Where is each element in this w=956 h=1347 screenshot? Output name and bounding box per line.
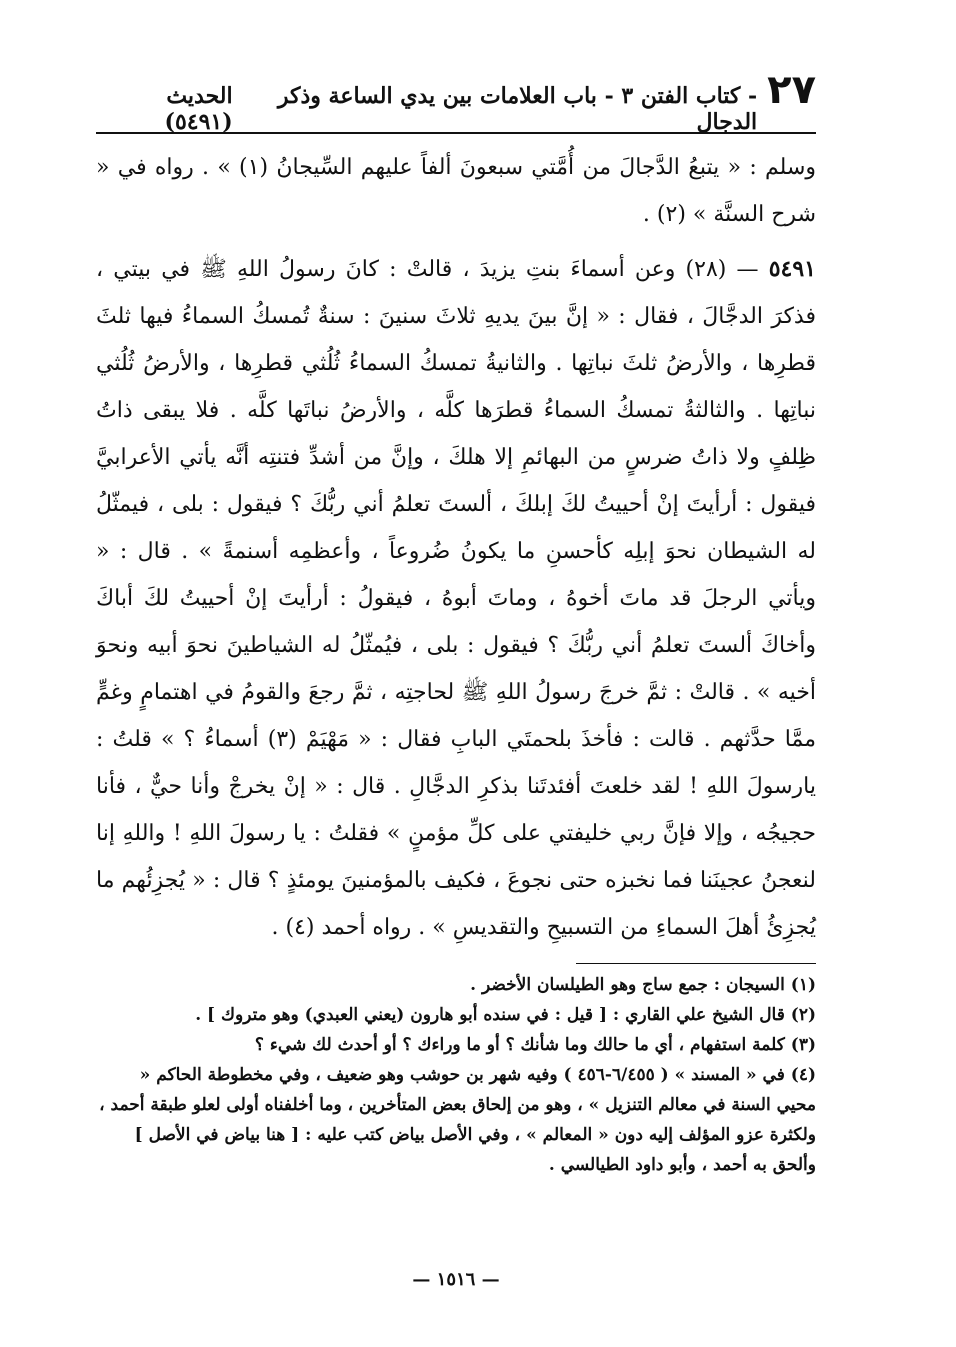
running-header — [96, 67, 816, 135]
book-page — [96, 67, 817, 1290]
hadith-paragraph — [96, 246, 816, 951]
page-number: ٢٧ — [767, 67, 816, 113]
footnote-4: (٤) في « المسند » ( ٦/٤٥٥-٤٥٦ ) وفيه شهر بن حوشب وهو ضعيف ، وفي مخطوطة الحاكم « محيي السنة في معالم التنزيل » ، وهو من إلحاق بعض المتأخرين ، وما أخلفناه أولى لعلو طبقة أحمد ، ولكثرة عزو المؤلف إليه دون « المعالم » ، وفي الأصل بياض كتب عليه : [ هنا بياض في الأصل ] وألحق به أحمد ، وأبو داود الطيالسي . — [99, 1065, 816, 1175]
footnote-divider — [576, 963, 816, 964]
page-footer: — ١٥١٦ — — [412, 1269, 500, 1290]
footnotes — [96, 970, 816, 1180]
footnote-1: (١) السيجان : جمع ساج وهو الطيلسان الأخضر . — [470, 975, 816, 995]
header-right-group — [233, 67, 816, 135]
chapter-title: - كتاب الفتن ٣ - باب العلامات بين يدي الساعة وذكر الدجال — [277, 83, 758, 135]
footnote-2: (٢) قال الشيخ علي القاري : [ قيل : في سنده أبو هارون (يعني العبدي) وهو متروك ] . — [195, 1005, 816, 1025]
hadith-reference: الحديث (٥٤٩١) — [164, 83, 233, 135]
hadith-text: — (٢٨) وعن أسماءَ بنتِ يزيدَ ، قالتْ : كانَ رسولُ اللهِ ﷺ في بيتي ، فذكرَ الدجَّالَ ، فقال : « إنَّ بينَ يديهِ ثلاثَ سنينَ : سنةٌ تُمسكُ السماءُ فيها ثلثَ قطرِها ، والأرضُ ثلثَ نباتِها . والثانيةُ تمسكُ السماءُ ثُلُثي قطرِها ، والأرضُ ثُلُثي نباتِها . والثالثةُ تمسكُ السماءُ قطرَها كلَّه ، والأرضُ نباتَها كلَّه . فلا يبقى ذاتُ ظِلفٍ ولا ذاتُ ضرسٍ من البهائمِ إلا هلكَ ، وإنَّ من أشدِّ فتنتِه أنَّه يأتي الأعرابيَّ فيقول : أرأيتَ إنْ أحييتُ لكَ إبلكَ ، ألستَ تعلمُ أني ربُّكَ ؟ فيقول : بلى ، فيمثّلُ له الشيطان نحوَ إبلِه كأحسنِ ما يكونُ ضُروعاً ، وأعظمِه أسنمةً » . قال : « ويأتي الرجلَ قد ماتَ أخوهُ ، وماتَ أبوهُ ، فيقولُ : أرأيتَ إنْ أحييتُ لكَ أباكَ وأخاكَ ألستَ تعلمُ أني ربُّكَ ؟ فيقول : بلى ، فيُمثّلُ له الشياطينَ نحوَ أبيه ونحوَ أخيه » . قالتْ : ثمَّ خرجَ رسولُ اللهِ ﷺ لحاجتِه ، ثمَّ رجعَ والقومُ في اهتمامٍ وغمٍّ ممَّا حدَّثهم . قالت : فأخذَ بلحمتَي البابِ فقال : « مَهْيَمْ (٣) أسماءُ ؟ » قلتُ : يارسولَ اللهِ ! لقد خلعتَ أفئدتَنا بذكرِ الدجَّالِ . قال : « إنْ يخرجْ وأنا حيٌّ ، فأنا حجيجُه ، وإلا فإنَّ ربي خليفتي على كلِّ مؤمنٍ » فقلتُ : يا رسولَ اللهِ ! واللهِ إنا لنعجنُ عجينَنا فما نخبزه حتى نجوعَ ، فكيف بالمؤمنينَ يومئذٍ ؟ قال : « يُجزِئُهم ما يُجزِئُ أهلَ السماءِ من التسبيحِ والتقديسِ » . رواه أحمد (٤) . — [96, 257, 817, 940]
continuation-paragraph: وسلم : « يتبعُ الدَّجالَ من أُمَّتي سبعونَ ألفاً عليهم السِّيجانُ (١) » . رواه في « شرح السنَّة » (٢) . — [96, 155, 817, 227]
footnote-3: (٣) كلمة استفهام ، أي ما حالك وما شأنك ؟ أو ما وراءك ؟ أو أحدث لك شيء ؟ — [254, 1035, 816, 1055]
main-text — [96, 144, 816, 951]
hadith-number: ٥٤٩١ — [768, 256, 816, 282]
